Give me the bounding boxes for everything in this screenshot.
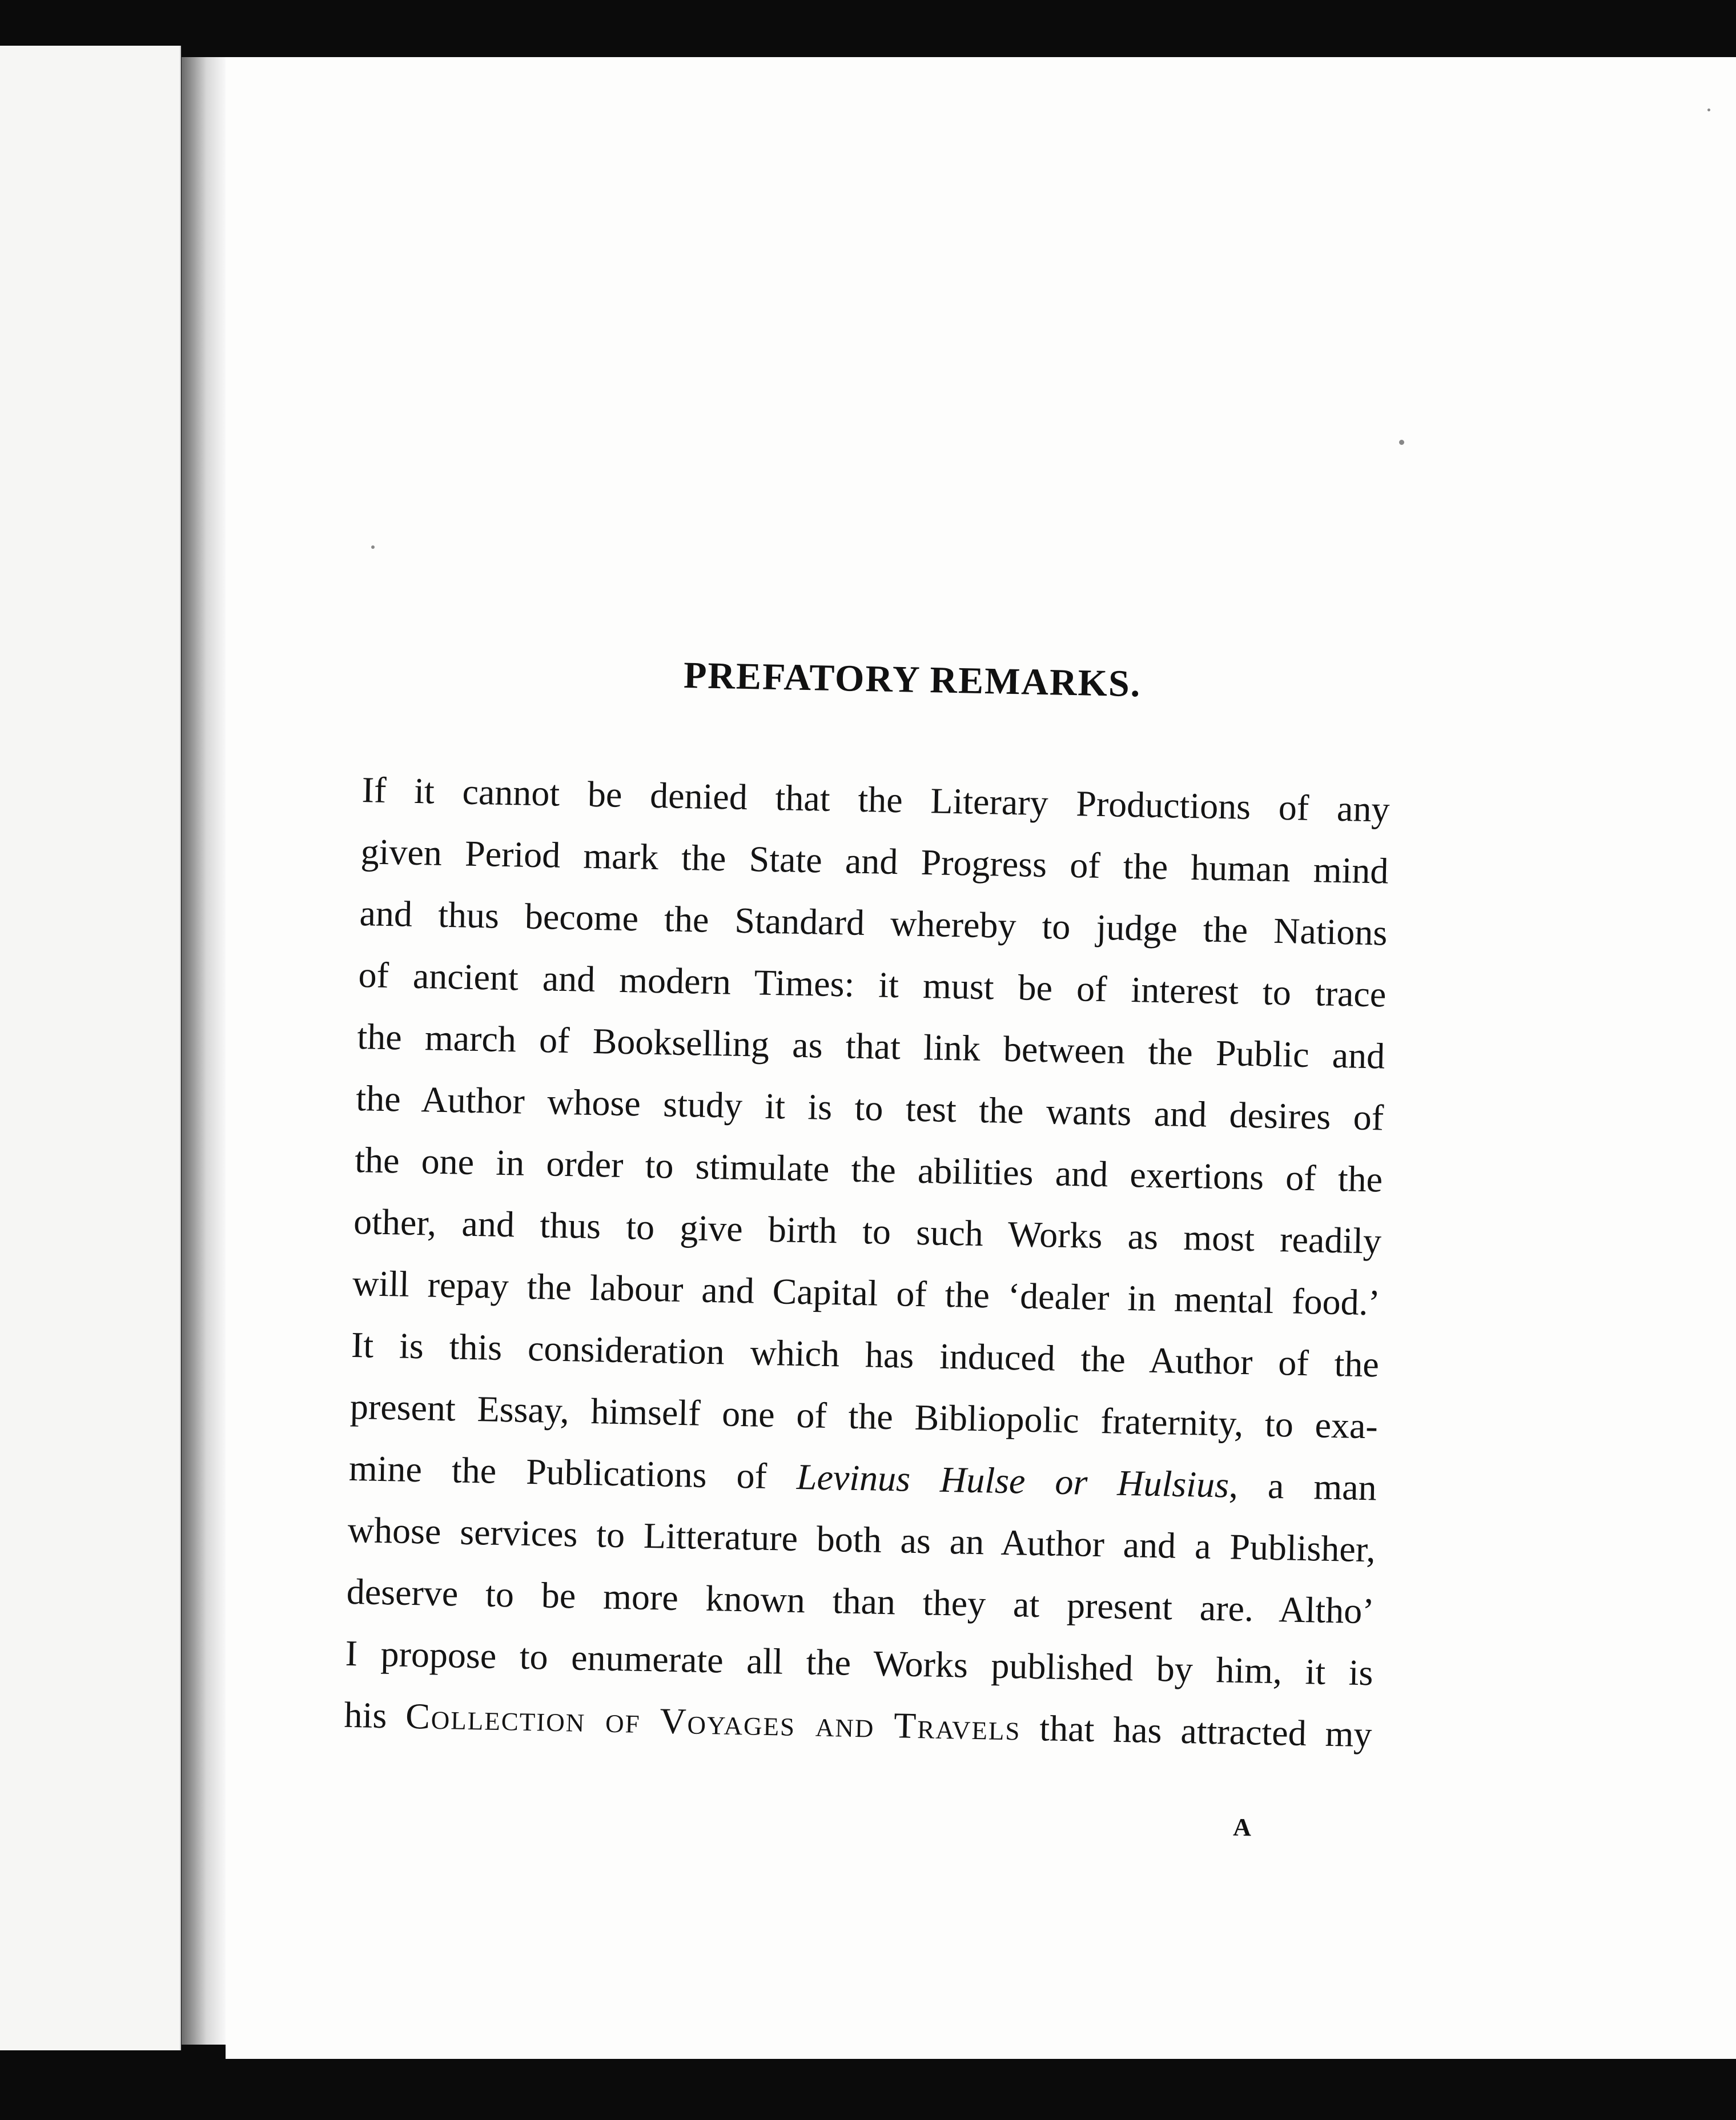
text-run: mine the Publications of xyxy=(348,1447,797,1497)
dust-speck xyxy=(371,545,375,549)
text-line: of ancient and modern Times: it must be of interest to trace xyxy=(357,954,1387,1015)
text-line: other, and thus to give birth to such Works as most readily xyxy=(353,1200,1382,1262)
book-page xyxy=(226,57,1736,2059)
text-line: the march of Bookselling as that link between the Public and xyxy=(356,1016,1385,1077)
collection-title-small-caps: Collection of Voyages and Travels xyxy=(405,1695,1022,1748)
text-line: I propose to enumerate all the Works published by him, it is xyxy=(345,1632,1374,1693)
dust-speck xyxy=(1707,109,1710,111)
dust-speck xyxy=(1399,440,1404,445)
author-name-italic: Levinus Hulse or Hulsius xyxy=(796,1456,1229,1505)
left-facing-page xyxy=(0,46,181,2050)
text-line: given Period mark the State and Progress of the human mind xyxy=(360,831,1389,892)
body-paragraph xyxy=(344,759,1391,1765)
text-line: It is this consideration which has induced the Author of the xyxy=(351,1324,1380,1385)
signature-mark: A xyxy=(1232,1813,1252,1842)
text-line: present Essay, himself one of the Bibliopolic fraternity, to exa- xyxy=(349,1386,1379,1447)
text-line: whose services to Litterature both as an Author and a Publisher, xyxy=(347,1509,1376,1570)
page-content xyxy=(207,43,1736,2073)
text-line: the one in order to stimulate the abilities and exertions of the xyxy=(354,1139,1383,1200)
text-run: his xyxy=(344,1694,406,1736)
page-title: PREFATORY REMARKS. xyxy=(683,654,1142,705)
text-run: that has attracted my xyxy=(1020,1707,1373,1755)
text-line: the Author whose study it is to test the wants and desires of xyxy=(355,1078,1384,1138)
text-line: If it cannot be denied that the Literary Productions of any xyxy=(361,769,1391,830)
text-run: , a man xyxy=(1228,1464,1377,1508)
text-line: deserve to be more known than they at present are. Altho’ xyxy=(346,1571,1375,1632)
text-line: and thus become the Standard whereby to judge the Nations xyxy=(359,893,1388,953)
text-line: will repay the labour and Capital of the ‘dealer in mental food.’ xyxy=(352,1262,1381,1323)
